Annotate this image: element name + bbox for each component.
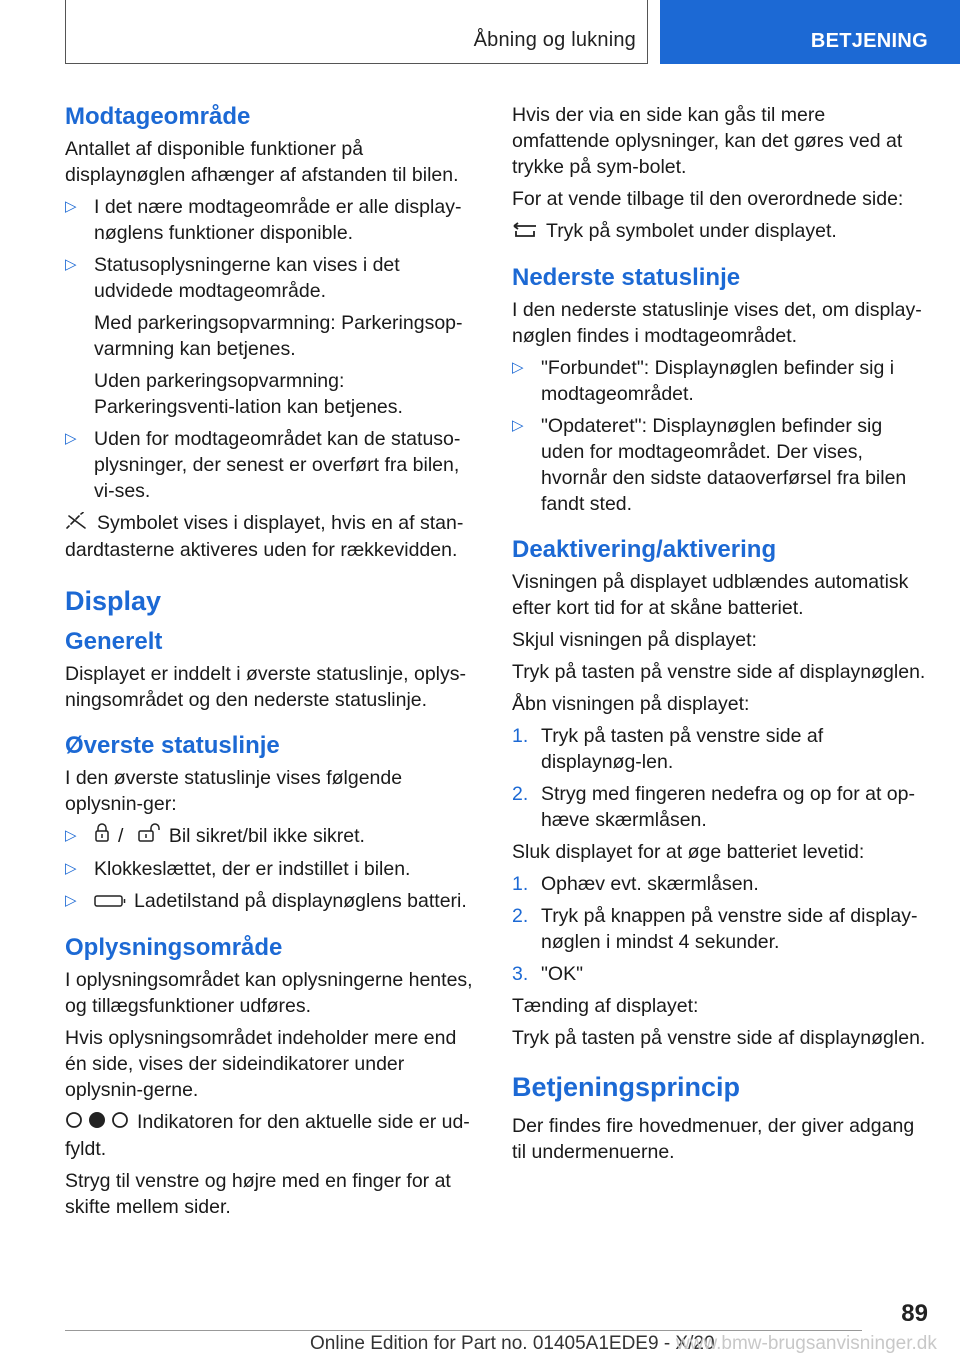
list-item	[65, 426, 479, 504]
numbered-item	[512, 871, 926, 897]
paragraph: I oplysningsområdet kan oplysningerne hentes, og tillægsfunktioner udføres.	[65, 969, 473, 1018]
paragraph: Hvis der via en side kan gås til mere omfattende oplysninger, kan det gøres ved at trykke på sym-bolet.	[512, 104, 903, 178]
section-tab-label: BETJENING	[810, 30, 928, 52]
paragraph: Hvis oplysningsområdet indeholder mere end én side, vises der sideindikatorer under oplysnin-gerne.	[65, 1027, 457, 1102]
step-text: "OK"	[541, 962, 584, 985]
numbered-item	[512, 723, 926, 775]
step-text: Stryg med fingeren nedefra og op for at op-hæve skærmlåsen.	[541, 782, 915, 831]
paragraph: Antallet af disponible funktioner på displaynøglen afhænger af afstanden til bilen.	[65, 138, 459, 186]
heading-modtageomraade: Modtageområde	[65, 103, 251, 130]
triangle-bullet-icon: ▷	[512, 416, 524, 434]
paragraph	[512, 218, 926, 245]
signal-out-of-range-icon	[65, 511, 89, 537]
paragraph: Visningen på displayet udblændes automatisk efter kort tid for at skåne batteriet.	[512, 570, 909, 619]
list-item-text: Ladetilstand på displaynøglens batteri.	[134, 890, 467, 913]
paragraph: I den øverste statuslinje vises følgende oplysnin-ger:	[65, 766, 403, 815]
triangle-bullet-icon: ▷	[65, 860, 77, 878]
list-item	[512, 355, 926, 407]
list-item	[65, 856, 479, 882]
footer-divider	[65, 1330, 862, 1331]
heading-display: Display	[65, 585, 162, 616]
list-item-text: Klokkeslættet, der er indstillet i bilen.	[94, 858, 411, 881]
list-item-text: I det nære modtageområde er alle display-nøglens funktioner disponible.	[94, 196, 462, 244]
watermark: www.bmw-brugsanvisninger.dk	[676, 1333, 937, 1354]
step-number: 3.	[512, 962, 529, 985]
heading-oeverste-statuslinje: Øverste statuslinje	[65, 731, 280, 759]
heading-oplysningsomraade: Oplysningsområde	[65, 934, 283, 962]
paragraph: I den nederste statuslinje vises det, om display-nøglen findes i modtageområdet.	[512, 298, 922, 347]
heading-nederste-statuslinje: Nederste statuslinje	[512, 263, 741, 291]
list-item-text: Bil sikret/bil ikke sikret.	[168, 824, 365, 847]
triangle-bullet-icon: ▷	[65, 256, 77, 273]
section-tab[interactable]	[660, 0, 960, 64]
page-indicator-icon	[65, 1110, 129, 1136]
right-column	[512, 100, 926, 1171]
list-item-text: Uden parkeringsopvarmning: Parkeringsventi-lation kan betjenes.	[94, 370, 403, 418]
list-item-text: Med parkeringsopvarmning: Parkeringsop-varmning kan betjenes.	[94, 312, 463, 360]
paragraph: Tryk på tasten på venstre side af displaynøglen.	[512, 660, 926, 683]
paragraph: Sluk displayet for at øge batteriet levetid:	[512, 840, 865, 863]
paragraph: Stryg til venstre og højre med en finger for at skifte mellem sider.	[65, 1169, 451, 1218]
list-item	[512, 413, 926, 517]
paragraph: Tænding af displayet:	[512, 994, 699, 1017]
step-number: 2.	[512, 782, 529, 805]
list-item-body	[94, 252, 479, 420]
heading-generelt: Generelt	[65, 627, 163, 655]
left-column	[65, 100, 479, 1226]
list-item	[65, 194, 479, 246]
numbered-item	[512, 781, 926, 833]
step-number: 2.	[512, 904, 529, 927]
separator-slash: /	[118, 824, 124, 847]
list-item-text: "Forbundet": Displaynøglen befinder sig i modtageområdet.	[541, 356, 895, 405]
list-item-body	[94, 823, 365, 850]
step-text: Ophæv evt. skærmlåsen.	[541, 872, 759, 895]
note-text: Symbolet vises i displayet, hvis en af stan-dardtasterne aktiveres uden for rækkevidden.	[65, 512, 464, 561]
list-item-text: "Opdateret": Displaynøglen befinder sig uden for modtageområdet. Der vises, hvornår den sidste dataoverførsel fra bilen fandt sted.	[541, 414, 907, 515]
step-number: 1.	[512, 724, 529, 747]
step-text: Tryk på knappen på venstre side af display-nøglen i mindst 4 sekunder.	[541, 904, 918, 953]
paragraph	[65, 1109, 479, 1162]
triangle-bullet-icon: ▷	[512, 358, 524, 376]
paragraph: Åbn visningen på displayet:	[512, 692, 750, 715]
list-item-body	[94, 888, 467, 915]
list-item	[65, 252, 479, 420]
triangle-bullet-icon: ▷	[65, 892, 77, 910]
step-number: 1.	[512, 872, 529, 895]
heading-betjeningsprincip: Betjeningsprincip	[512, 1071, 741, 1102]
footer-edition: Online Edition for Part no. 01405A1EDE9 - X/20	[310, 1333, 715, 1354]
page-number: 89	[901, 1300, 928, 1327]
paragraph: Tryk på tasten på venstre side af displaynøglen.	[512, 1026, 926, 1049]
list-item-text: Statusoplysningerne kan vises i det udvidede modtageområde.	[94, 254, 400, 302]
paragraph: For at vende tilbage til den overordnede side:	[512, 188, 904, 210]
triangle-bullet-icon: ▷	[65, 198, 77, 215]
paragraph: Der findes fire hovedmenuer, der giver adgang til undermenuerne.	[512, 1114, 915, 1163]
list-item	[65, 888, 479, 915]
step-text: Tryk på tasten på venstre side af displaynøg-len.	[541, 724, 824, 773]
battery-icon	[94, 889, 126, 915]
numbered-item	[512, 961, 926, 987]
numbered-item	[512, 903, 926, 955]
paragraph: Displayet er inddelt i øverste statuslinje, oplys-ningsområdet og den nederste statuslinje.	[65, 662, 466, 711]
heading-deaktivering: Deaktivering/aktivering	[512, 535, 777, 563]
lock-open-icon	[137, 823, 161, 850]
paragraph-text: Indikatoren for den aktuelle side er ud-fyldt.	[65, 1111, 470, 1160]
triangle-bullet-icon: ▷	[65, 826, 77, 844]
note-paragraph	[65, 510, 479, 563]
triangle-bullet-icon: ▷	[65, 430, 77, 447]
list-item	[65, 823, 479, 850]
list-item-text: Uden for modtageområdet kan de statuso-plysninger, der senest er overført fra bilen, vi-ses.	[94, 428, 461, 502]
chapter-title: Åbning og lukning	[473, 29, 636, 51]
lock-closed-icon	[94, 823, 110, 850]
paragraph: Skjul visningen på displayet:	[512, 628, 757, 651]
back-arrow-icon	[512, 219, 538, 245]
paragraph-text: Tryk på symbolet under displayet.	[546, 220, 837, 242]
